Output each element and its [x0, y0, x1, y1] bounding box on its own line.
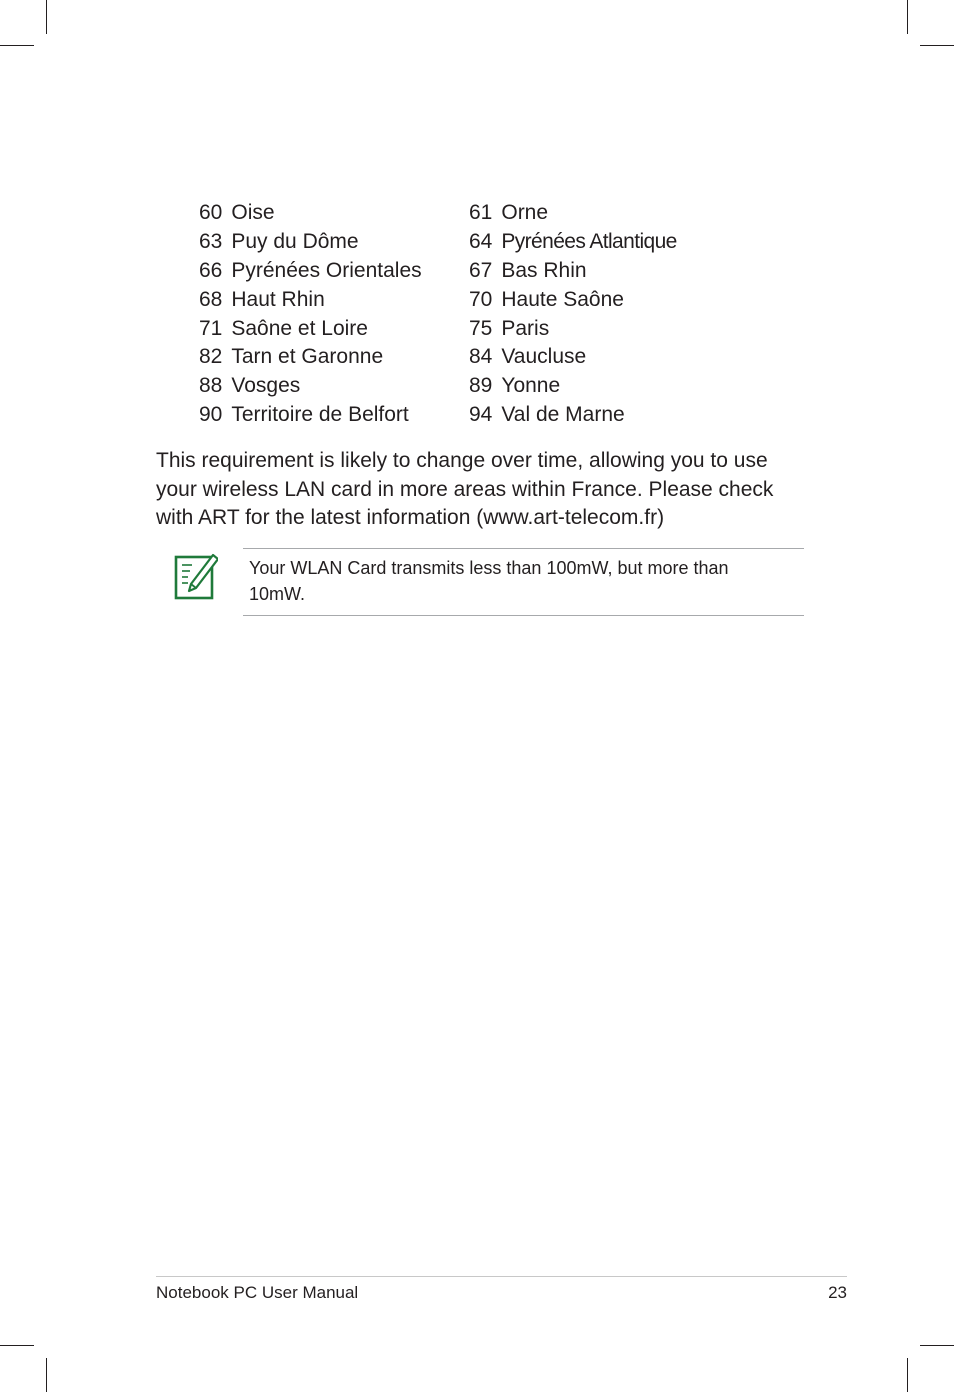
crop-mark	[0, 45, 34, 46]
note-line: 10mW.	[249, 584, 306, 604]
department-item: 68 Haut Rhin	[199, 287, 325, 311]
department-item: 84 Vaucluse	[469, 345, 587, 369]
department-item: 94 Val de Marne	[469, 402, 625, 426]
department-row	[199, 343, 759, 372]
department-row	[199, 401, 759, 430]
crop-mark	[46, 0, 47, 34]
body-line: your wireless LAN card in more areas within France. Please check	[156, 477, 774, 501]
department-row	[199, 228, 759, 257]
body-line: with ART for the latest information (www.art-telecom.fr)	[156, 506, 665, 530]
department-item: 60 Oise	[199, 201, 275, 225]
department-item: 63 Puy du Dôme	[199, 230, 359, 254]
department-list	[199, 199, 759, 429]
department-item: 75 Paris	[469, 316, 550, 340]
department-item: 64 Pyrénées Atlantique	[469, 230, 677, 254]
department-item: 82 Tarn et Garonne	[199, 345, 384, 369]
department-item: 71 Saône et Loire	[199, 316, 368, 340]
department-item: 88 Vosges	[199, 374, 301, 398]
page-number: 23	[828, 1283, 847, 1302]
note-box	[243, 548, 804, 616]
footer-title: Notebook PC User Manual	[156, 1283, 359, 1302]
department-item: 89 Yonne	[469, 374, 561, 398]
crop-mark	[907, 0, 908, 34]
footer-divider	[156, 1276, 847, 1277]
crop-mark	[46, 1358, 47, 1392]
crop-mark	[920, 45, 954, 46]
crop-mark	[920, 1345, 954, 1346]
note-text	[249, 555, 789, 607]
note-pencil-icon	[174, 551, 218, 601]
department-row	[199, 372, 759, 401]
crop-mark	[907, 1358, 908, 1392]
department-row	[199, 314, 759, 343]
department-row	[199, 285, 759, 314]
department-item: 61 Orne	[469, 201, 549, 225]
department-item: 67 Bas Rhin	[469, 258, 587, 282]
body-line: This requirement is likely to change over time, allowing you to use	[156, 449, 768, 472]
body-paragraph	[156, 447, 806, 533]
department-item: 90 Territoire de Belfort	[199, 402, 409, 426]
department-row	[199, 257, 759, 286]
department-item: 70 Haute Saône	[469, 287, 624, 311]
note-line: Your WLAN Card transmits less than 100mW, but more than	[249, 558, 729, 578]
department-row	[199, 199, 759, 228]
crop-mark	[0, 1345, 34, 1346]
department-item: 66 Pyrénées Orientales	[199, 258, 422, 282]
